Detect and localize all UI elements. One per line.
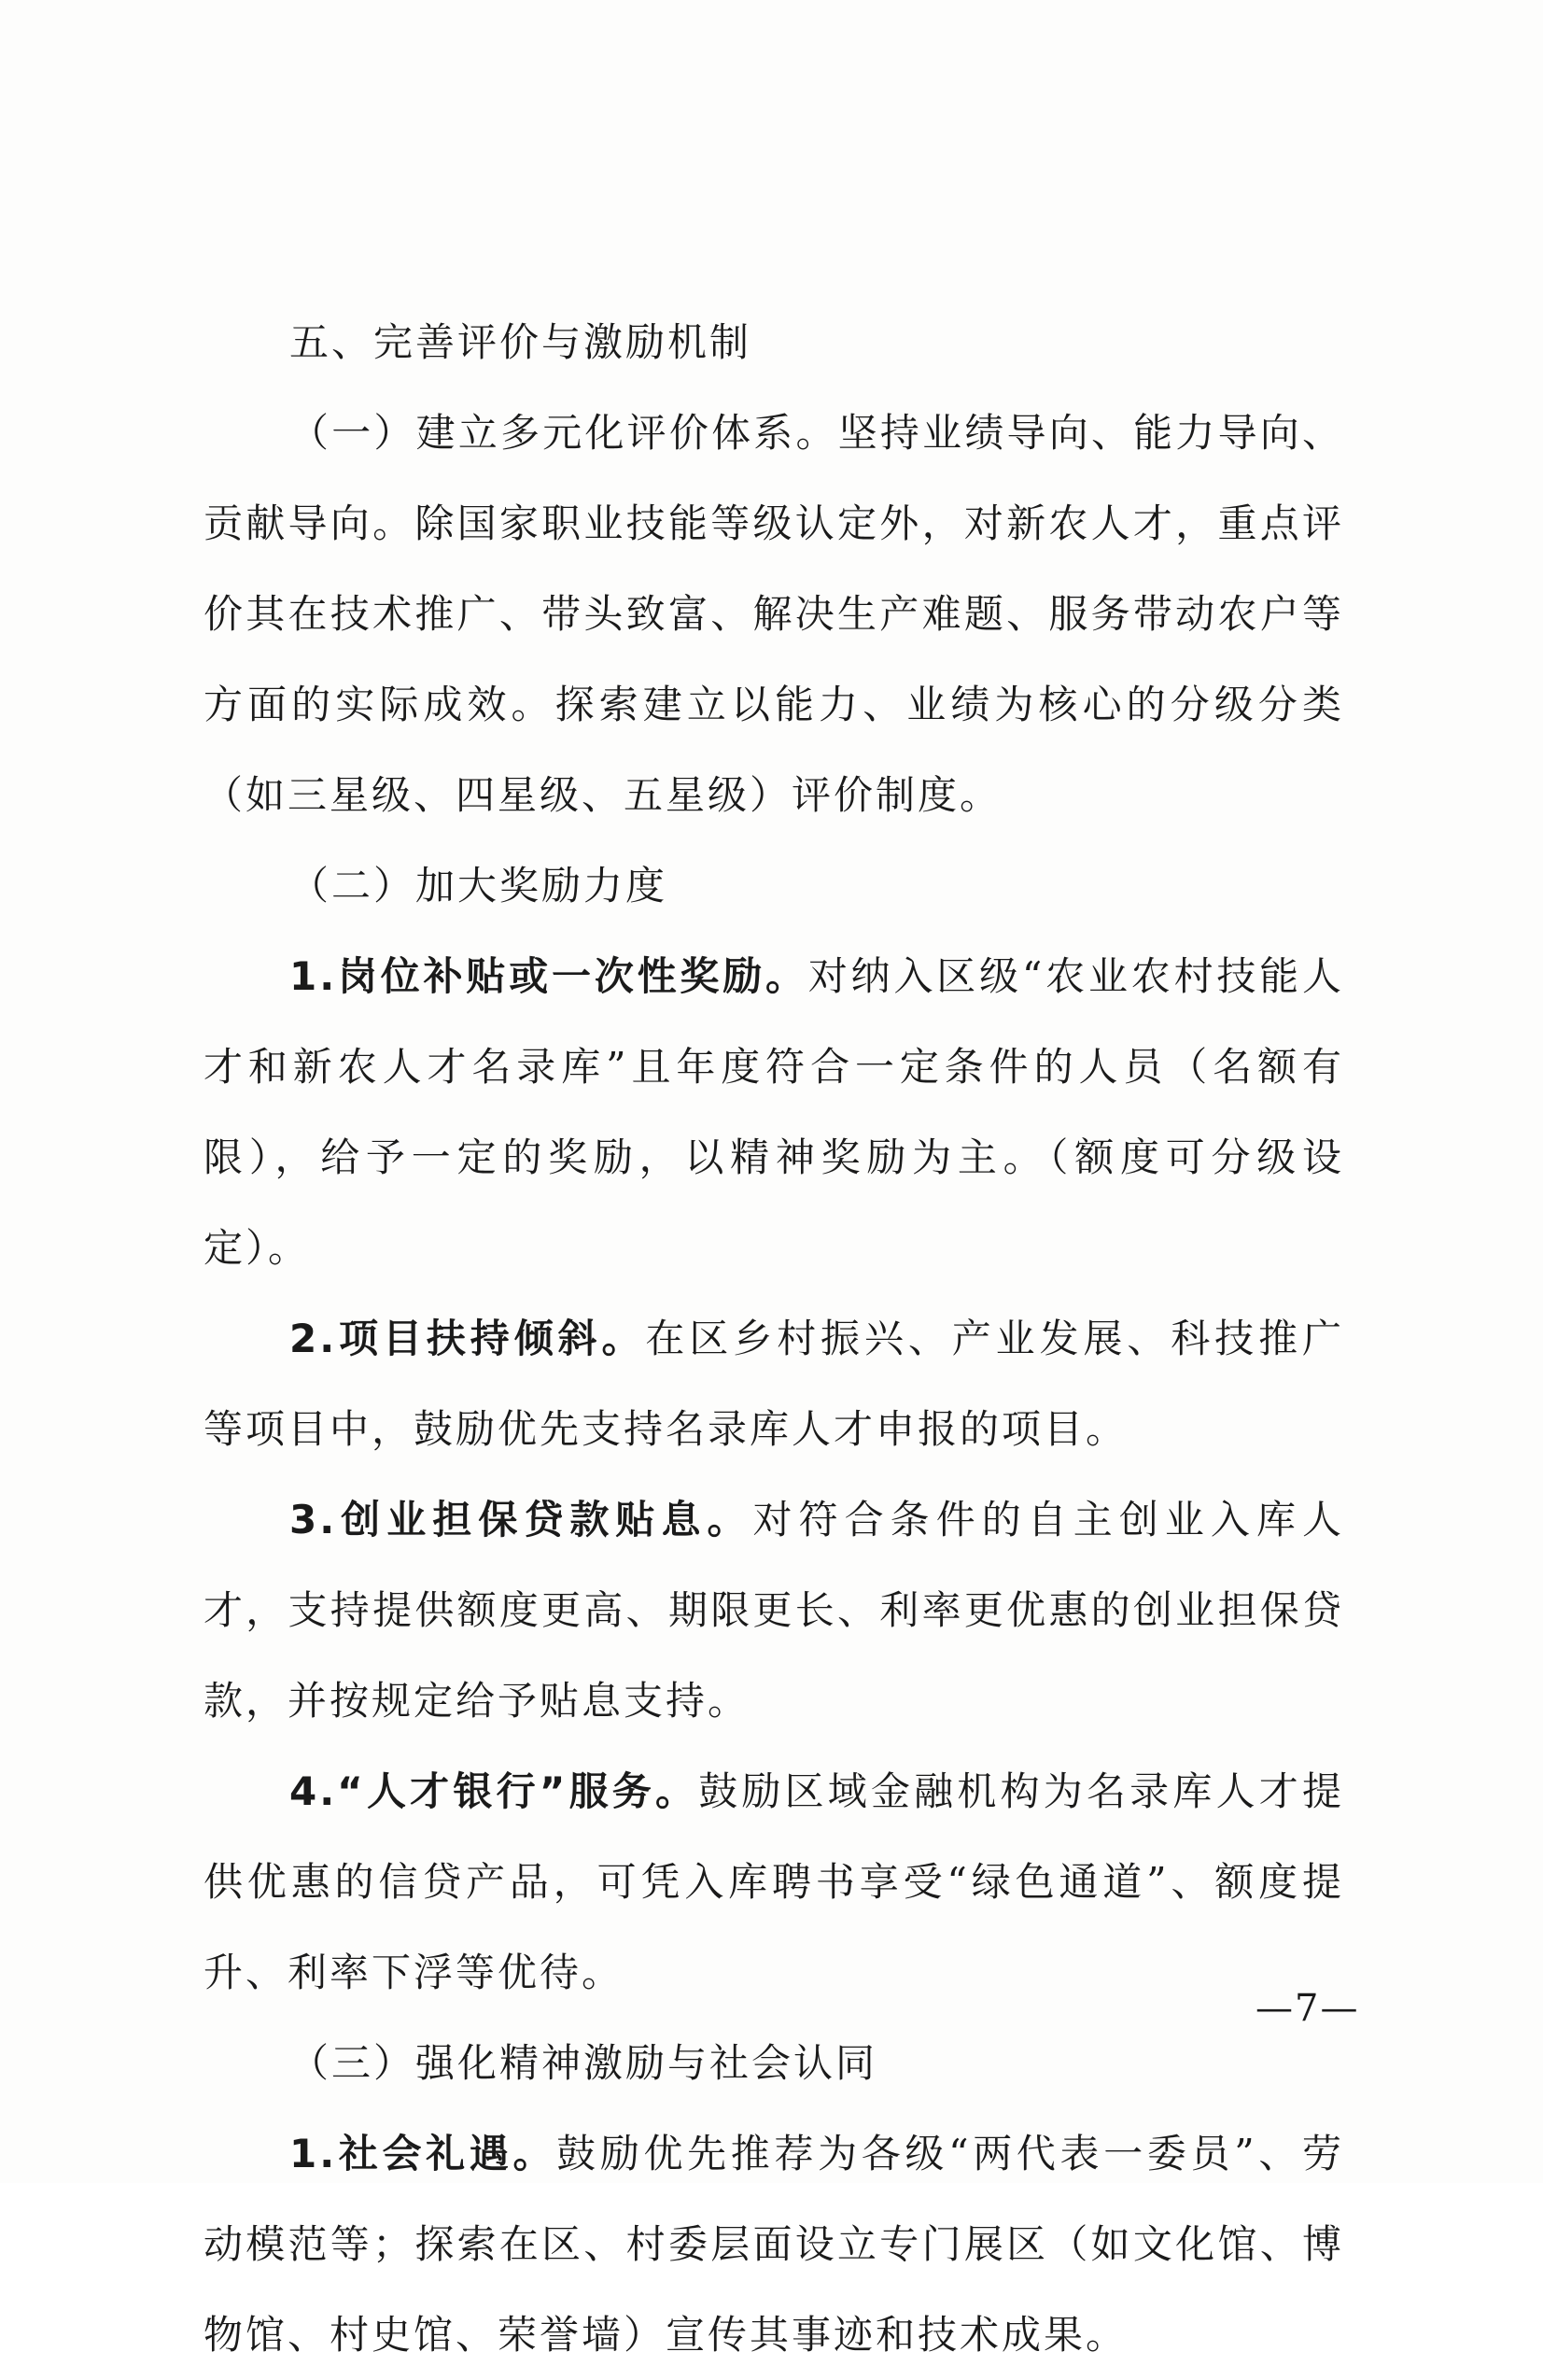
item-lead: 4.“人才银行”服务。 xyxy=(289,1768,699,1814)
item-text: 鼓励优先推荐为各级“两代表一委员”、劳动模范等；探索在区、村委层面设立专门展区（如文化馆、博物馆、村史馆、荣誉墙）宣传其事迹和技术成果。 xyxy=(203,2131,1344,2358)
page-number: —7— xyxy=(1255,1987,1360,2030)
paragraph-evaluation-system xyxy=(203,387,1344,840)
item-lead: 1.社会礼遇。 xyxy=(289,2131,557,2176)
item-lead: 3.创业担保贷款贴息。 xyxy=(289,1497,753,1542)
section-heading: 五、完善评价与激励机制 xyxy=(289,319,752,365)
subheading-text: （三）强化精神激励与社会认同 xyxy=(289,2040,878,2086)
item-lead: 2.项目扶持倾斜。 xyxy=(289,1316,646,1361)
subheading-recognition xyxy=(203,2018,1344,2108)
item-text: 在区乡村振兴、产业发展、科技推广等项目中，鼓励优先支持名录库人才申报的项目。 xyxy=(203,1316,1344,1452)
paragraph-talent-bank xyxy=(203,1746,1344,2018)
paragraph-project-support xyxy=(203,1293,1344,1474)
paragraph-social-honor xyxy=(203,2108,1344,2380)
paragraph-post-subsidy xyxy=(203,931,1344,1293)
subheading-rewards xyxy=(203,840,1344,931)
paragraph-text: （一）建立多元化评价体系。坚持业绩导向、能力导向、贡献导向。除国家职业技能等级认定外，对新农人才，重点评价其在技术推广、带头致富、解决生产难题、服务带动农户等方面的实际成效。探索建立以能力、业绩为核心的分级分类（如三星级、四星级、五星级）评价制度。 xyxy=(203,410,1344,818)
item-text: 鼓励区域金融机构为名录库人才提供优惠的信贷产品，可凭入库聘书享受“绿色通道”、额度提升、利率下浮等优待。 xyxy=(203,1768,1344,1995)
subheading-text: （二）加大奖励力度 xyxy=(289,863,668,908)
paragraph-loan-interest xyxy=(203,1474,1344,1746)
document-body xyxy=(203,297,1344,2380)
item-lead: 1.岗位补贴或一次性奖励。 xyxy=(289,953,808,999)
item-text: 对符合条件的自主创业入库人才，支持提供额度更高、期限更长、利率更优惠的创业担保贷款，并按规定给予贴息支持。 xyxy=(203,1497,1344,1724)
item-text: 对纳入区级“农业农村技能人才和新农人才名录库”且年度符合一定条件的人员（名额有限），给予一定的奖励，以精神奖励为主。（额度可分级设定）。 xyxy=(203,953,1344,1271)
